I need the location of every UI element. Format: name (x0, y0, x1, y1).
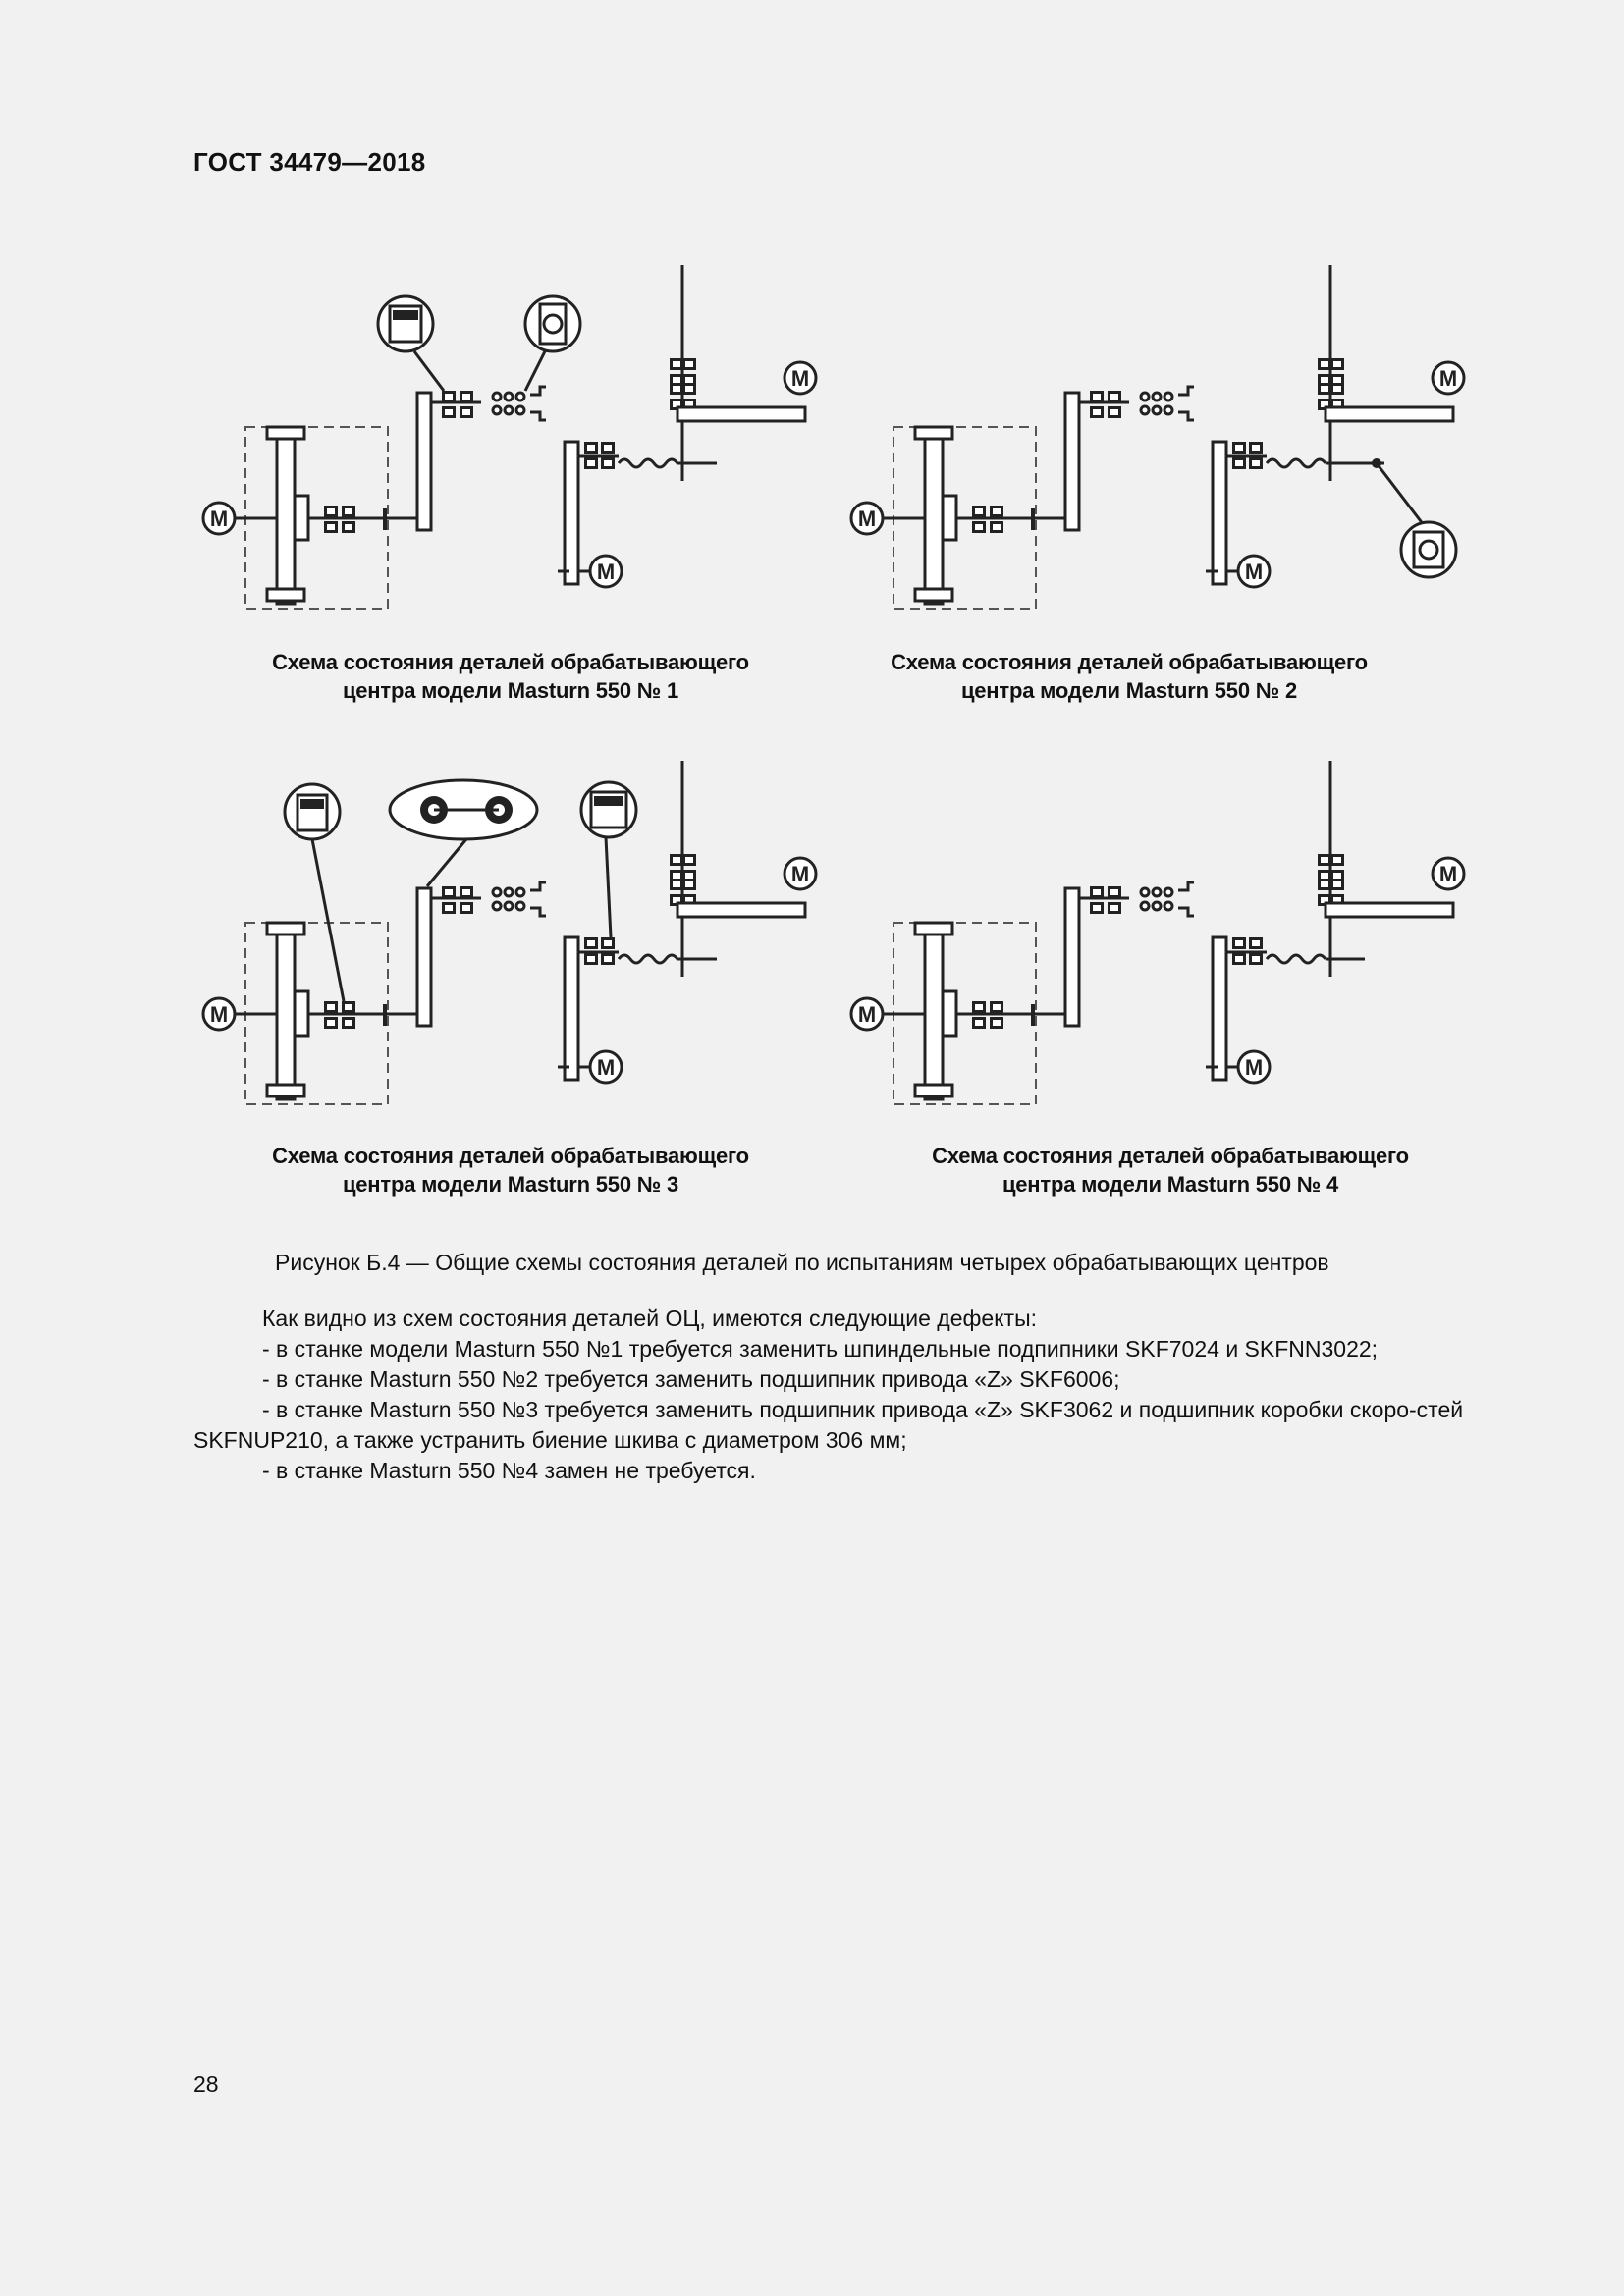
motor-label: M (857, 1002, 877, 1027)
defect-item-4: - в станке Masturn 550 №4 замен не требуется. (262, 1458, 756, 1483)
motor-label: M (790, 366, 810, 391)
motor-label: M (209, 507, 229, 531)
scheme-caption-4: Схема состояния деталей обрабатывающего центра модели Masturn 550 № 4 (932, 1144, 1409, 1197)
scheme-caption-2: Схема состояния деталей обрабатывающего центра модели Masturn 550 № 2 (891, 650, 1368, 703)
motor-label: M (1438, 862, 1458, 886)
document-header: ГОСТ 34479—2018 (193, 147, 426, 177)
defect-item-2: - в станке Masturn 550 №2 требуется заменить подшипник привода «Z» SKF6006; (262, 1366, 1120, 1392)
motor-label: M (790, 862, 810, 886)
scheme-diagram-4 (835, 741, 1620, 1134)
motor-label: M (1438, 366, 1458, 391)
scheme-caption-3: Схема состояния деталей обрабатывающего центра модели Masturn 550 № 3 (272, 1144, 749, 1197)
motor-label: M (209, 1002, 229, 1027)
motor-label: M (596, 560, 616, 584)
scheme-diagram-2 (835, 245, 1620, 638)
motor-label: M (1244, 1055, 1264, 1080)
scheme-caption-1: Схема состояния деталей обрабатывающего центра модели Masturn 550 № 1 (272, 650, 749, 703)
body-text (193, 1304, 1509, 1486)
figure-caption: Рисунок Б.4 — Общие схемы состояния деталей по испытаниям четырех обрабатывающих центров (275, 1250, 1329, 1275)
motor-label: M (857, 507, 877, 531)
page-number: 28 (193, 2071, 219, 2097)
body-intro: Как видно из схем состояния деталей ОЦ, имеются следующие дефекты: (262, 1306, 1037, 1331)
motor-label: M (1244, 560, 1264, 584)
defect-item-1: - в станке модели Masturn 550 №1 требуется заменить шпиндельные подпипники SKF7024 и SKFNN3022; (262, 1336, 1379, 1362)
defect-item-3: - в станке Masturn 550 №3 требуется заменить подшипник привода «Z» SKF3062 и подшипник коробки скоро-стей SKFNUP210, а также устранить биение шкива с диаметром 306 мм; (193, 1397, 1464, 1453)
motor-label: M (596, 1055, 616, 1080)
